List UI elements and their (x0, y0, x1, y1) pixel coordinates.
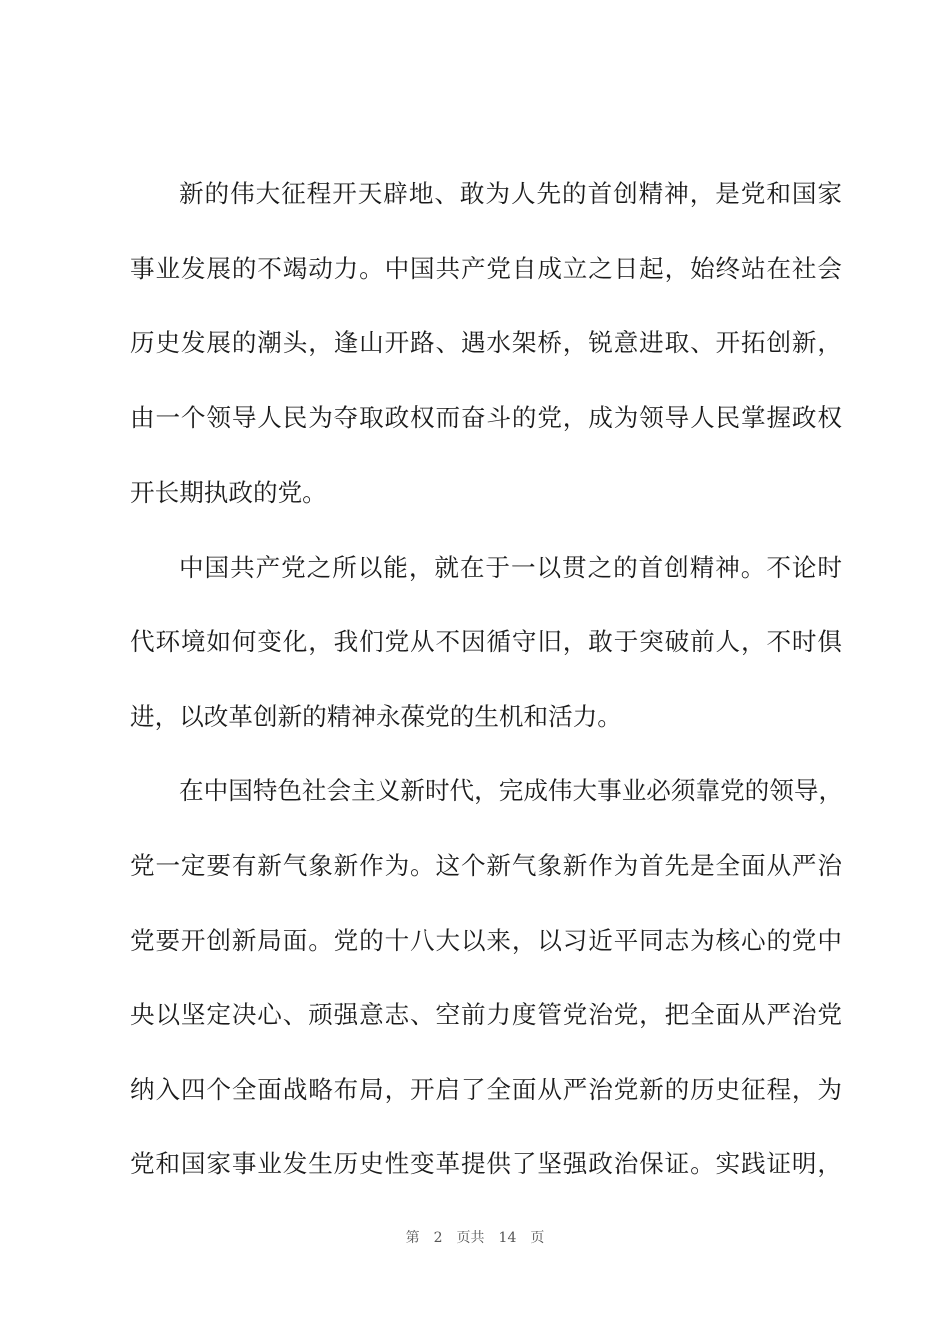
paragraph-1-line-2: 事业发展的不竭动力。中国共产党自成立之日起，始终站在社会 (130, 254, 842, 283)
paragraph-2-line-1: 中国共产党之所以能，就在于一以贯之的首创精神。不论时 (179, 553, 842, 582)
footer-middle: 页共 (456, 1230, 485, 1246)
footer-suffix: 页 (530, 1230, 545, 1246)
footer-total-pages: 14 (498, 1230, 517, 1246)
footer-page-number: 2 (433, 1230, 443, 1246)
paragraph-1-line-5: 开长期执政的党。 (130, 478, 327, 507)
paragraph-3-line-5: 纳入四个全面战略布局，开启了全面从严治党新的历史征程，为 (130, 1075, 842, 1104)
paragraph-3-line-2: 党一定要有新气象新作为。这个新气象新作为首先是全面从严治 (130, 851, 842, 880)
paragraph-3-line-3: 党要开创新局面。党的十八大以来，以习近平同志为核心的党中 (130, 926, 842, 955)
footer-prefix: 第 (405, 1230, 420, 1246)
paragraph-1-line-4: 由一个领导人民为夺取政权而奋斗的党，成为领导人民掌握政权 (130, 403, 842, 432)
paragraph-3-line-4: 央以坚定决心、顽强意志、空前力度管党治党，把全面从严治党 (130, 1000, 842, 1029)
page-number-footer (0, 1227, 950, 1247)
paragraph-2-line-2: 代环境如何变化，我们党从不因循守旧，敢于突破前人，不时俱 (130, 627, 842, 656)
paragraph-3-line-6: 党和国家事业发生历史性变革提供了坚强政治保证。实践证明， (130, 1149, 842, 1178)
paragraph-1-line-3: 历史发展的潮头，逢山开路、遇水架桥，锐意进取、开拓创新， (130, 328, 842, 357)
paragraph-3-line-1: 在中国特色社会主义新时代，完成伟大事业必须靠党的领导， (179, 776, 844, 805)
paragraph-2-line-3: 进，以改革创新的精神永葆党的生机和活力。 (130, 702, 622, 731)
paragraph-1-line-1: 新的伟大征程开天辟地、敢为人先的首创精神，是党和国家 (179, 179, 842, 208)
